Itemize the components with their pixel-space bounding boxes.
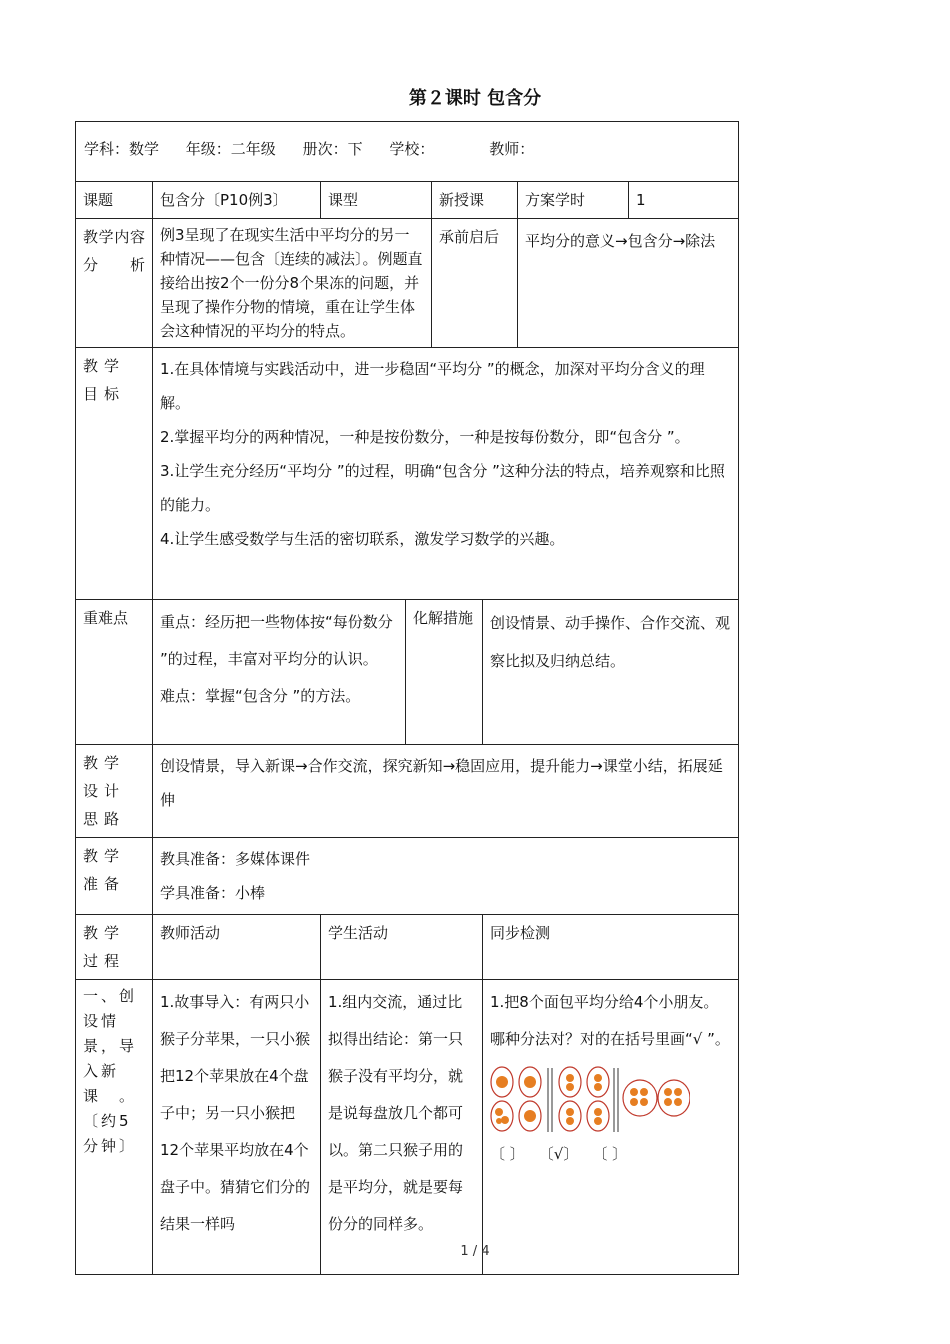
goal-item: 2.掌握平均分的两种情况，一种是按份数分，一种是按每份数分，即“包含分 ”。 — [160, 428, 690, 446]
hard-point: 难点：掌握“包含分 ”的方法。 — [160, 687, 361, 705]
header-info — [76, 122, 739, 182]
goal-item: 4.让学生感受数学与生活的密切联系，激发学习数学的兴趣。 — [160, 530, 565, 548]
page-title: 第２课时 包含分 — [408, 88, 542, 109]
topic-value: 包含分〔P10例3〕 — [153, 182, 321, 219]
answer-brackets — [490, 1140, 731, 1168]
link-label: 承前启后 — [432, 219, 518, 348]
student-prep: 学具准备：小棒 — [160, 884, 266, 902]
prep-label: 教学准备 — [76, 838, 153, 915]
analysis-text: 例3呈现了在现实生活中平均分的另一种情况——包含〔连续的减法〕。例题直接给出按2个一份分8个果冻的问题，并呈现了操作分物的情境，重在让学生体会这种情况的平均分的特点。 — [153, 219, 432, 348]
key-point: 重点：经历把一些物体按“每份数分 ”的过程，丰富对平均分的认识。 — [160, 613, 393, 668]
prep-text — [153, 838, 739, 915]
school: 学校： — [389, 140, 435, 158]
measure-value: 创设情景、动手操作、合作交流、观察比拟及归纳总结。 — [483, 600, 739, 745]
answer-3: 〔 〕 — [592, 1145, 628, 1163]
hours-label: 方案学时 — [518, 182, 629, 219]
lesson-plan-table — [75, 121, 739, 1275]
page-number: 1 / 4 — [460, 1244, 490, 1259]
goals-list — [153, 348, 739, 600]
check-col-head: 同步检测 — [483, 915, 739, 980]
goals-label: 教学目标 — [76, 348, 153, 600]
check-question: 1.把8个面包平均分给4个小朋友。哪种分法对？对的在括号里画“√ ”。 — [490, 993, 730, 1048]
teacher-prep: 教具准备：多媒体课件 — [160, 850, 311, 868]
link-value: 平均分的意义→包含分→除法 — [518, 219, 739, 348]
process-label: 教学过程 — [76, 915, 153, 980]
answer-2: 〔√〕 — [538, 1145, 579, 1163]
topic-label: 课题 — [76, 182, 153, 219]
type-label: 课型 — [321, 182, 432, 219]
difficulty-label: 重难点 — [76, 600, 153, 745]
goal-item: 1.在具体情境与实践活动中，进一步稳固“平均分 ”的概念，加深对平均分含义的理解。 — [160, 360, 705, 412]
teacher: 教师： — [489, 140, 535, 158]
teacher-col-head: 教师活动 — [153, 915, 321, 980]
design-label: 教学设计思路 — [76, 745, 153, 838]
bread-plates-image — [490, 1064, 690, 1136]
bread-illustration — [490, 1064, 731, 1136]
step1-teacher: 1.故事导入：有两只小猴子分苹果，一只小猴把12个苹果放在4个盘子中；另一只小猴把12个苹果平均放在4个盘子中。猜猜它们分的结果一样吗 — [153, 980, 321, 1275]
design-text: 创设情景，导入新课→合作交流，探究新知→稳固应用，提升能力→课堂小结，拓展延伸 — [153, 745, 739, 838]
difficulty-text — [153, 600, 406, 745]
step1-student: 1.组内交流，通过比拟得出结论：第一只猴子没有平均分，就是说每盘放几个都可以。第二只猴子用的是平均分，就是要每份分的同样多。 — [321, 980, 483, 1275]
hours-value: 1 — [629, 182, 739, 219]
step1-label: 一、创设情景，导入新课 。〔约5分钟〕 — [76, 980, 153, 1275]
student-col-head: 学生活动 — [321, 915, 483, 980]
analysis-label: 教学内容分析 — [76, 219, 153, 348]
grade: 年级：二年级 — [185, 140, 276, 158]
volume: 册次：下 — [302, 140, 363, 158]
answer-1: 〔 〕 — [490, 1145, 525, 1163]
type-value: 新授课 — [432, 182, 518, 219]
subject: 学科：数学 — [84, 140, 160, 158]
goal-item: 3.让学生充分经历“平均分 ”的过程，明确“包含分 ”这种分法的特点，培养观察和比照的能力。 — [160, 462, 725, 514]
step1-check — [483, 980, 739, 1275]
measure-label: 化解措施 — [406, 600, 483, 745]
